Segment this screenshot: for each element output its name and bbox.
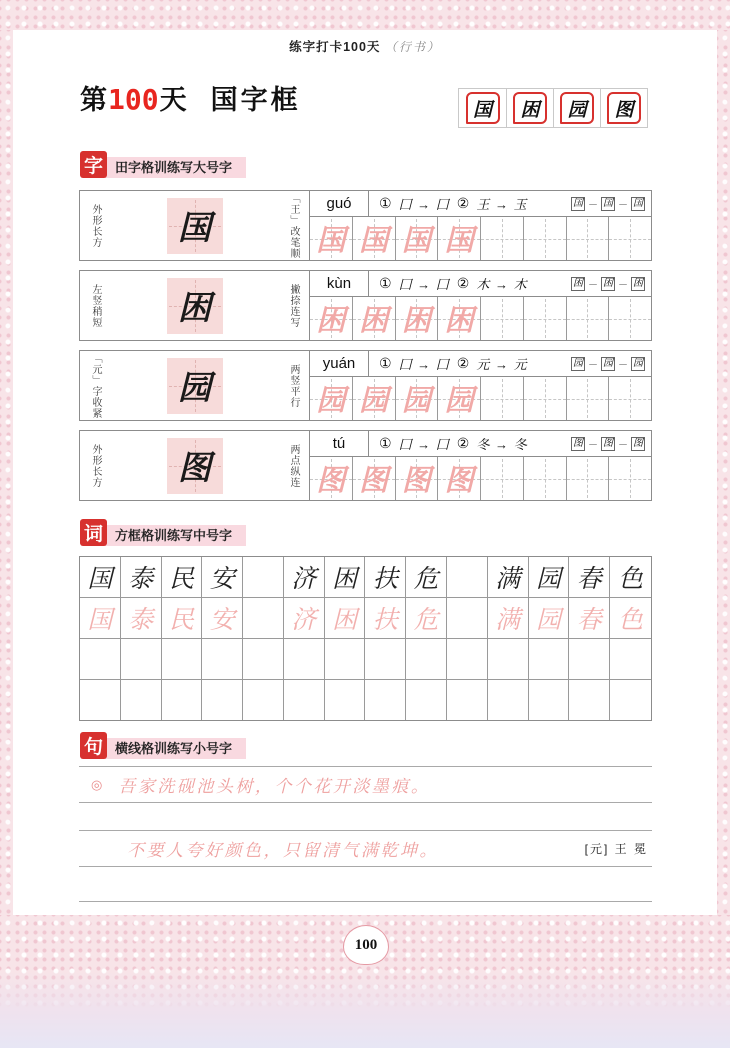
example-cell bbox=[459, 89, 506, 127]
word-cell: 色 bbox=[610, 557, 651, 598]
practice-cell bbox=[481, 457, 524, 500]
example-char: 困 bbox=[573, 277, 583, 289]
example-char: 国 bbox=[573, 197, 583, 209]
model-character: 图 bbox=[178, 449, 211, 486]
title-topic: 国字框 bbox=[210, 85, 301, 115]
practice-cell bbox=[481, 217, 524, 260]
practice-row bbox=[79, 350, 652, 421]
model-left-note: 外形长方 bbox=[90, 443, 101, 488]
word-empty-cell bbox=[325, 680, 366, 720]
hint-glyphs: 王 → 玉 bbox=[476, 197, 528, 212]
practice-cell bbox=[609, 217, 651, 260]
practice-row-grid bbox=[310, 191, 651, 260]
example-char: 图 bbox=[573, 437, 583, 449]
practice-cell bbox=[310, 217, 353, 260]
sentence-line-empty bbox=[79, 867, 652, 902]
word-empty-cell bbox=[569, 680, 610, 720]
trace-character: 困 bbox=[444, 305, 474, 337]
sequence-examples bbox=[571, 191, 651, 216]
trace-character: 图 bbox=[316, 465, 346, 497]
word-trace-cell: 满 bbox=[488, 598, 529, 639]
header-subtitle: （行书） bbox=[384, 40, 441, 54]
word-cell: 园 bbox=[529, 557, 570, 598]
trace-character: 图 bbox=[359, 465, 389, 497]
trace-character: 园 bbox=[359, 385, 389, 417]
page-number-badge: 100 bbox=[343, 925, 389, 965]
title-prefix: 第 bbox=[80, 85, 107, 115]
word-trace-cell: 困 bbox=[325, 598, 366, 639]
practice-cell bbox=[524, 457, 567, 500]
example-char: 国 bbox=[603, 197, 613, 209]
model-right-note: 「王」改笔顺 bbox=[288, 192, 299, 259]
trace-character: 困 bbox=[316, 305, 346, 337]
practice-row-info bbox=[310, 191, 651, 217]
word-empty-cell bbox=[121, 639, 162, 680]
practice-cells bbox=[310, 457, 651, 500]
trace-character: 国 bbox=[401, 225, 431, 257]
pinyin-label: tú bbox=[310, 431, 369, 456]
practice-cell bbox=[481, 297, 524, 340]
word-trace-cell: 扶 bbox=[365, 598, 406, 639]
word-trace-cell: 色 bbox=[610, 598, 651, 639]
example-cell bbox=[553, 89, 600, 127]
word-trace-cell: 危 bbox=[406, 598, 447, 639]
lace-border-left bbox=[0, 30, 13, 915]
practice-cell bbox=[353, 377, 396, 420]
word-trace-cell: 民 bbox=[162, 598, 203, 639]
word-cell: 困 bbox=[325, 557, 366, 598]
practice-row-model bbox=[80, 351, 310, 420]
title-day-number: 100 bbox=[108, 83, 159, 116]
practice-cell bbox=[609, 377, 651, 420]
word-empty-cell bbox=[488, 680, 529, 720]
practice-cell bbox=[310, 457, 353, 500]
pinyin-label: kùn bbox=[310, 271, 369, 296]
hint-number: ② bbox=[456, 195, 470, 211]
practice-cell bbox=[524, 297, 567, 340]
dash: － bbox=[588, 200, 598, 211]
hint-number: ② bbox=[456, 355, 470, 371]
section-ju-badge: 句 bbox=[80, 732, 107, 759]
stroke-hints bbox=[369, 351, 571, 376]
word-practice-grid bbox=[79, 556, 652, 721]
example-character-group bbox=[458, 88, 648, 128]
word-cell: 民 bbox=[162, 557, 203, 598]
example-cell bbox=[506, 89, 553, 127]
word-empty-cell bbox=[284, 680, 325, 720]
practice-cell bbox=[438, 297, 481, 340]
word-trace-cell bbox=[243, 598, 284, 639]
model-character-box bbox=[167, 278, 223, 334]
word-cell: 满 bbox=[488, 557, 529, 598]
footer-gradient bbox=[0, 970, 730, 1048]
word-trace-cell: 安 bbox=[202, 598, 243, 639]
dash: － bbox=[618, 440, 628, 451]
dash: － bbox=[618, 360, 628, 371]
practice-cells bbox=[310, 217, 651, 260]
practice-cell bbox=[438, 217, 481, 260]
word-empty-cell bbox=[325, 639, 366, 680]
page-header bbox=[0, 37, 730, 56]
example-cell bbox=[600, 89, 647, 127]
practice-cell bbox=[524, 377, 567, 420]
practice-cell bbox=[438, 457, 481, 500]
word-trace-cell: 济 bbox=[284, 598, 325, 639]
practice-cell bbox=[609, 457, 651, 500]
practice-row-info bbox=[310, 431, 651, 457]
word-empty-cell bbox=[243, 639, 284, 680]
hint-number: ② bbox=[456, 275, 470, 291]
model-right-note: 两竖平行 bbox=[288, 363, 299, 408]
section-ju-header bbox=[80, 732, 246, 759]
dash: － bbox=[618, 200, 628, 211]
enclosure-frame-character: 图 bbox=[607, 92, 641, 124]
dash: － bbox=[588, 440, 598, 451]
sequence-examples bbox=[571, 271, 651, 296]
character-practice-table bbox=[79, 190, 652, 510]
enclosure-frame-character: 园 bbox=[560, 92, 594, 124]
trace-character: 国 bbox=[444, 225, 474, 257]
word-empty-cell bbox=[202, 680, 243, 720]
hint-glyphs: 囗 → 囗 bbox=[398, 197, 450, 212]
lace-border-right bbox=[717, 30, 730, 915]
word-empty-cell bbox=[529, 639, 570, 680]
lace-border-top bbox=[0, 0, 730, 30]
word-empty-cell bbox=[121, 680, 162, 720]
word-cell: 国 bbox=[80, 557, 121, 598]
sentence-text: 不要人夸好颜色，只留清气满乾坤。 bbox=[127, 841, 439, 860]
trace-character: 国 bbox=[316, 225, 346, 257]
trace-character: 园 bbox=[444, 385, 474, 417]
pinyin-label: guó bbox=[310, 191, 369, 216]
word-empty-cell bbox=[488, 639, 529, 680]
practice-row-grid bbox=[310, 351, 651, 420]
practice-cells bbox=[310, 297, 651, 340]
practice-cell bbox=[353, 217, 396, 260]
practice-cell bbox=[481, 377, 524, 420]
hint-glyphs: 木 → 木 bbox=[476, 277, 528, 292]
section-zi-header bbox=[80, 151, 246, 178]
word-empty-cell bbox=[80, 680, 121, 720]
model-left-note: 外形长方 bbox=[90, 203, 101, 248]
practice-cell bbox=[310, 377, 353, 420]
enclosure-frame-character: 困 bbox=[513, 92, 547, 124]
hint-glyphs: 囗 → 囗 bbox=[398, 437, 450, 452]
word-empty-cell bbox=[365, 639, 406, 680]
example-char: 困 bbox=[603, 277, 613, 289]
sentence-practice-lines bbox=[79, 766, 652, 902]
model-character: 困 bbox=[178, 289, 211, 326]
word-empty-cell bbox=[406, 639, 447, 680]
word-trace-cell: 国 bbox=[80, 598, 121, 639]
practice-cell bbox=[353, 457, 396, 500]
practice-cell bbox=[396, 297, 439, 340]
practice-row bbox=[79, 190, 652, 261]
word-empty-cell bbox=[447, 639, 488, 680]
hint-glyphs: 囗 → 囗 bbox=[398, 357, 450, 372]
dash: － bbox=[588, 280, 598, 291]
practice-cell bbox=[353, 297, 396, 340]
word-cell: 济 bbox=[284, 557, 325, 598]
word-empty-cell bbox=[243, 680, 284, 720]
word-empty-cell bbox=[447, 680, 488, 720]
section-zi-badge: 字 bbox=[80, 151, 107, 178]
sequence-examples bbox=[571, 351, 651, 376]
hint-number: ① bbox=[379, 355, 392, 371]
trace-character: 国 bbox=[359, 225, 389, 257]
section-ju-subtitle: 横线格训练写小号字 bbox=[105, 738, 246, 759]
word-empty-cell bbox=[610, 680, 651, 720]
word-trace-cell: 春 bbox=[569, 598, 610, 639]
example-char: 国 bbox=[633, 197, 643, 209]
model-character: 国 bbox=[178, 209, 211, 246]
model-left-note: 左竖稍短 bbox=[90, 283, 101, 328]
hint-glyphs: 囗 → 囗 bbox=[398, 277, 450, 292]
model-character-box bbox=[167, 198, 223, 254]
trace-character: 园 bbox=[316, 385, 346, 417]
example-char: 困 bbox=[633, 277, 643, 289]
word-empty-cell bbox=[406, 680, 447, 720]
word-cell: 泰 bbox=[121, 557, 162, 598]
word-empty-cell bbox=[162, 680, 203, 720]
word-cell: 危 bbox=[406, 557, 447, 598]
section-ci-header bbox=[80, 519, 246, 546]
practice-cell bbox=[396, 457, 439, 500]
trace-character: 困 bbox=[401, 305, 431, 337]
stroke-hints bbox=[369, 431, 571, 456]
practice-cell bbox=[567, 297, 610, 340]
word-empty-cell bbox=[610, 639, 651, 680]
word-empty-cell bbox=[529, 680, 570, 720]
model-character-box bbox=[167, 438, 223, 494]
practice-cell bbox=[567, 377, 610, 420]
practice-cell bbox=[567, 457, 610, 500]
sequence-examples bbox=[571, 431, 651, 456]
model-left-note: 「元」字收紧 bbox=[90, 352, 101, 419]
practice-cell bbox=[396, 217, 439, 260]
practice-row-model bbox=[80, 191, 310, 260]
header-title: 练字打卡100天 bbox=[289, 40, 381, 54]
practice-row-grid bbox=[310, 271, 651, 340]
practice-row-grid bbox=[310, 431, 651, 500]
practice-cell bbox=[609, 297, 651, 340]
sentence-line bbox=[79, 766, 652, 803]
section-ci-subtitle: 方框格训练写中号字 bbox=[105, 525, 246, 546]
example-char: 园 bbox=[603, 357, 613, 369]
word-empty-cell bbox=[202, 639, 243, 680]
example-char: 园 bbox=[573, 357, 583, 369]
trace-character: 困 bbox=[359, 305, 389, 337]
hint-glyphs: 冬 → 冬 bbox=[476, 437, 528, 452]
word-cell bbox=[447, 557, 488, 598]
attribution: [元] 王 冕 bbox=[584, 842, 648, 856]
dash: － bbox=[588, 360, 598, 371]
word-cell: 安 bbox=[202, 557, 243, 598]
practice-cell bbox=[310, 297, 353, 340]
sentence-text: 吾家洗砚池头树，个个花开淡墨痕。 bbox=[118, 777, 431, 796]
example-char: 图 bbox=[603, 437, 613, 449]
sentence-line bbox=[79, 830, 652, 867]
practice-cell bbox=[567, 217, 610, 260]
word-cell: 春 bbox=[569, 557, 610, 598]
bullet-marker: ◎ bbox=[91, 776, 103, 792]
model-right-note: 撇捺连写 bbox=[288, 283, 299, 328]
model-character-box bbox=[167, 358, 223, 414]
trace-character: 图 bbox=[401, 465, 431, 497]
hint-number: ① bbox=[379, 275, 392, 291]
word-empty-cell bbox=[80, 639, 121, 680]
word-cell bbox=[243, 557, 284, 598]
word-empty-cell bbox=[162, 639, 203, 680]
hint-number: ① bbox=[379, 195, 392, 211]
hint-number: ② bbox=[456, 435, 470, 451]
lesson-title bbox=[80, 78, 301, 117]
practice-row bbox=[79, 430, 652, 501]
word-empty-cell bbox=[284, 639, 325, 680]
practice-row-model bbox=[80, 271, 310, 340]
title-suffix: 天 bbox=[159, 85, 187, 115]
section-zi-subtitle: 田字格训练写大号字 bbox=[105, 157, 246, 178]
practice-row-model bbox=[80, 431, 310, 500]
model-character: 园 bbox=[178, 369, 211, 406]
example-char: 图 bbox=[633, 437, 643, 449]
practice-row-info bbox=[310, 271, 651, 297]
trace-character: 图 bbox=[444, 465, 474, 497]
hint-number: ① bbox=[379, 435, 392, 451]
hint-glyphs: 元 → 元 bbox=[476, 357, 528, 372]
example-char: 园 bbox=[633, 357, 643, 369]
model-right-note: 两点纵连 bbox=[288, 443, 299, 488]
practice-cells bbox=[310, 377, 651, 420]
word-empty-cell bbox=[365, 680, 406, 720]
practice-row-info bbox=[310, 351, 651, 377]
practice-cell bbox=[524, 217, 567, 260]
word-trace-cell bbox=[447, 598, 488, 639]
word-trace-cell: 泰 bbox=[121, 598, 162, 639]
dash: － bbox=[618, 280, 628, 291]
practice-cell bbox=[396, 377, 439, 420]
stroke-hints bbox=[369, 191, 571, 216]
practice-row bbox=[79, 270, 652, 341]
word-trace-cell: 园 bbox=[529, 598, 570, 639]
trace-character: 园 bbox=[401, 385, 431, 417]
pinyin-label: yuán bbox=[310, 351, 369, 376]
word-empty-cell bbox=[569, 639, 610, 680]
practice-cell bbox=[438, 377, 481, 420]
stroke-hints bbox=[369, 271, 571, 296]
enclosure-frame-character: 国 bbox=[466, 92, 500, 124]
word-cell: 扶 bbox=[365, 557, 406, 598]
section-ci-badge: 词 bbox=[80, 519, 107, 546]
